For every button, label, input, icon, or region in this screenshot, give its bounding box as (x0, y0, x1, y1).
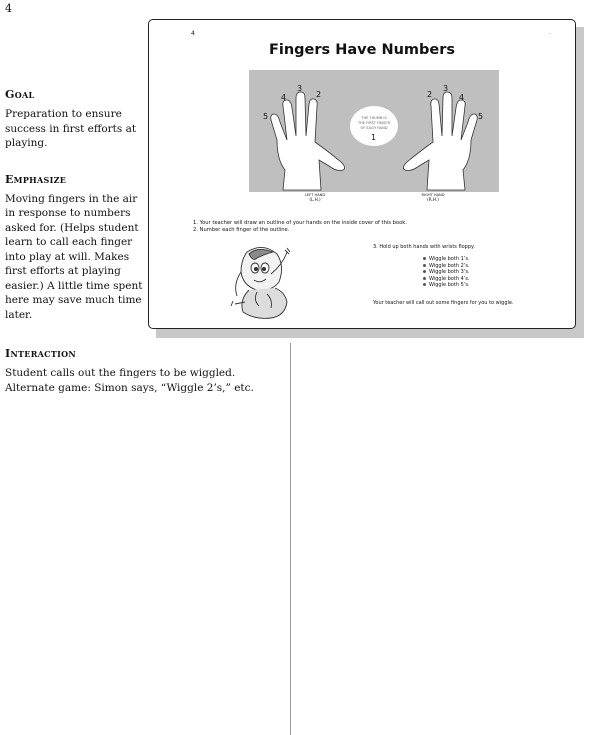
sidebar-notes (5, 88, 145, 344)
right-finger-5: 5 (478, 112, 484, 121)
right-finger-2: 2 (427, 90, 433, 99)
right-finger-4: 4 (459, 93, 465, 102)
student-page-card (148, 19, 576, 329)
left-hand-abbr: (L.H.) (309, 197, 321, 202)
card-title: Fingers Have Numbers (268, 42, 456, 58)
right-hand-abbr: (R.H.) (427, 197, 439, 202)
column-divider (290, 343, 291, 735)
list-item (423, 276, 475, 283)
right-finger-3: 3 (443, 84, 449, 93)
thumb-finger-1: 1 (371, 133, 377, 142)
left-finger-5: 5 (263, 112, 269, 121)
wiggle-text: Wiggle both 5’s. (429, 282, 470, 289)
list-item (423, 256, 475, 263)
child-wiggling-fingers-illustration (227, 244, 299, 322)
teacher-callout: Your teacher will call out some fingers for you to wiggle. (373, 300, 514, 306)
page-number: 4 (5, 2, 12, 15)
interaction-section (5, 347, 287, 417)
bullet-icon (423, 277, 426, 280)
hands-illustration (249, 70, 499, 202)
card-page-number: 4 (191, 30, 195, 37)
wiggle-list (373, 256, 475, 289)
wiggle-text: Wiggle both 3’s. (429, 269, 470, 276)
goal-heading: Goal (5, 88, 35, 101)
interaction-body: Student calls out the fingers to be wiggled. Alternate game: Simon says, “Wiggle 2’s,” etc. (5, 367, 254, 394)
left-hand-label: LEFT HAND (304, 193, 326, 197)
left-finger-2: 2 (316, 90, 322, 99)
thumb-note-line2: THE FIRST FINGER (357, 121, 391, 125)
left-finger-4: 4 (281, 93, 287, 102)
instruction-2: 2. Number each finger of the outline. (193, 227, 290, 233)
wiggle-text: Wiggle both 4’s. (429, 275, 470, 282)
wiggle-text: Wiggle both 2’s. (429, 262, 470, 269)
list-item (423, 263, 475, 270)
bullet-icon (423, 270, 426, 273)
emphasize-heading: Emphasize (5, 172, 67, 186)
left-finger-3: 3 (297, 84, 303, 93)
list-item (423, 282, 475, 289)
emphasize-body: Moving fingers in the air in response to numbers asked for. (Helps student learn to call each finger into play at will. Makes first efforts at playing easier.) A little time spent here may save much time later. (5, 192, 143, 321)
step-3: 3. Hold up both hands with wrists floppy. (373, 244, 475, 250)
goal-body: Preparation to ensure success in first efforts at playing. (5, 108, 137, 149)
interaction-heading: Interaction (5, 347, 77, 360)
thumb-note-line3: OF EACH HAND (360, 126, 388, 130)
right-hand-label: RIGHT HAND (421, 193, 445, 197)
wiggle-steps (373, 244, 475, 289)
card-corner-mark: · (549, 31, 551, 38)
instructions-list (193, 220, 407, 234)
bullet-icon (423, 257, 426, 260)
thumb-note-line1: THE THUMB IS (361, 116, 387, 120)
bullet-icon (423, 283, 426, 286)
wiggle-text: Wiggle both 1’s. (429, 256, 470, 262)
instruction-1: 1. Your teacher will draw an outline of your hands on the inside cover of this book. (193, 220, 407, 226)
list-item (423, 269, 475, 276)
bullet-icon (423, 264, 426, 267)
